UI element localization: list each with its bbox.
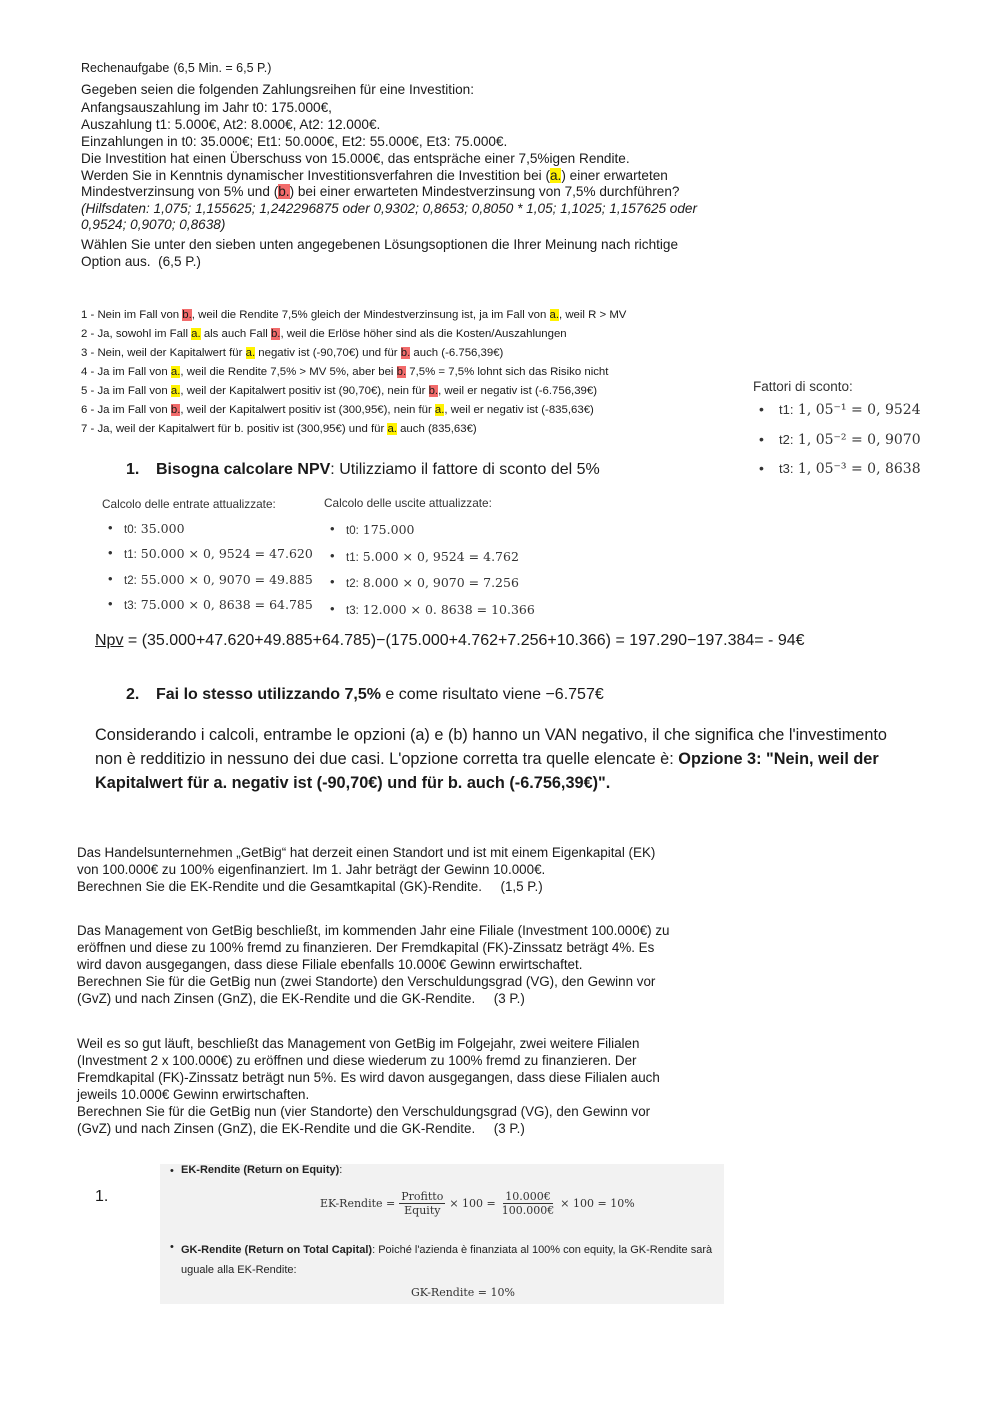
task-question: Werden Sie in Kenntnis dynamischer Investitionsverfahren die Investition bei (a.) einer erwarteten Mindestverzinsung von 5% und (b.) bei einer erwarteten Mindestverzinsung von 7,5% durchführen? bbox=[81, 167, 680, 200]
answer-option-4: 4 - Ja im Fall von a., weil die Rendite 7,5% > MV 5%, aber bei b. 7,5% = 7,5% lohnt sich das Risiko nicht bbox=[81, 366, 609, 378]
answer-option-7: 7 - Ja, weil der Kapitalwert für b. positiv ist (300,95€) und für a. auch (835,63€) bbox=[81, 423, 477, 435]
entrata-item: • t3: 75.000 × 0, 8638 = 64.785 bbox=[102, 597, 322, 622]
getbig-task-1: Das Handelsunternehmen „GetBig“ hat derzeit einen Standort und ist mit einem Eigenkapital (EK) von 100.000€ zu 100% eigenfinanziert. Im 1. Jahr beträgt der Gewinn 10.000€. Berechnen Sie die EK-Rendite und die Gesamtkapital (GK)-Rendite. (1,5 P.) bbox=[77, 845, 656, 894]
getbig-task-2: Das Management von GetBig beschließt, im kommenden Jahr eine Filiale (Investment 100.000€) zu eröffnen und diese zu 100% fremd zu finanzieren. Der Fremdkapital (FK)-Zinssatz beträgt 4%. Es wird davon ausgegangen, dass diese Filiale ebenfalls 10.000€ Gewinn erwirtschaftet. Berechnen Sie für die GetBig nun (zwei Standorte) den Verschuldungsgrad (VG), den Gewinn vor (GvZ) und nach Zinsen (GnZ), die EK-Rendite und die GK-Rendite. (3 P.) bbox=[77, 923, 670, 1006]
solution-number: 1. bbox=[95, 1188, 109, 1205]
task-line: Anfangsauszahlung im Jahr t0: 175.000€, bbox=[81, 99, 332, 115]
task-line: Gegeben seien die folgenden Zahlungsreihen für eine Investition: bbox=[81, 82, 474, 98]
gk-rendite-formula: GK-Rendite = 10% bbox=[411, 1286, 515, 1299]
fattore-item: • t1: 1, 05⁻¹ = 0, 9524 bbox=[753, 402, 953, 432]
conclusion-text: Considerando i calcoli, entrambe le opzioni (a) e (b) hanno un VAN negativo, il che significa che l'investimento non è redditizio in nessuno dei due casi. L'opzione corretta tra quelle elencate è: Opzione 3: "Nein, weil der Kapitalwert für a. negativ ist (-90,70€) und für b. auch (-6.756,39€)". bbox=[95, 726, 887, 792]
answer-option-1: 1 - Nein im Fall von b., weil die Rendite 7,5% gleich der Mindestverzinsung ist, ja im Fall von a., weil R > MV bbox=[81, 309, 627, 321]
answer-option-2: 2 - Ja, sowohl im Fall a. als auch Fall b., weil die Erlöse höher sind als die Kosten/Auszahlungen bbox=[81, 328, 567, 340]
entrate-title: Calcolo delle entrate attualizzate: bbox=[102, 497, 276, 511]
answer-option-6: 6 - Ja im Fall von b., weil der Kapitalwert positiv ist (300,95€), nein für a., weil er negativ ist (-835,63€) bbox=[81, 404, 594, 416]
ek-rendite-label: EK-Rendite (Return on Equity): bbox=[181, 1164, 343, 1176]
solution-box: • EK-Rendite (Return on Equity): EK-Rendite = $\frac{\text{Profitto}}{\text{Equity}}$ × 100 = $\frac{10.000€}{100.000€}$ × 100 = 10% • GK-Rendite (Return on Total Capital): Poiché l'azienda è finanziata al 100% con equity, la GK-Rendite sarà uguale alla EK-Rendite: GK-Rendite = 10% bbox=[160, 1164, 724, 1304]
entrata-item: • t0: 35.000 bbox=[102, 521, 322, 546]
getbig-task-3: Weil es so gut läuft, beschließt das Management von GetBig im Folgejahr, zwei weitere Filialen (Investment 2 x 100.000€) zu eröffnen und diese wiederum zu 100% fremd zu finanzieren. Der Fremdkapital (FK)-Zinssatz beträgt nun 5%. Es wird davon ausgegangen, dass diese Filialen auch jeweils 10.000€ Gewinn erwirtschaften. Berechnen Sie für die GetBig nun (vier Standorte) den Verschuldungsgrad (VG), den Gewinn vor (GvZ) und nach Zinsen (GnZ), die EK-Rendite und die GK-Rendite. (3 P.) bbox=[77, 1036, 660, 1136]
fattore-item: • t2: 1, 05⁻² = 0, 9070 bbox=[753, 432, 953, 462]
ek-rendite-formula: EK-Rendite = $\frac{\text{Profitto}}{\text{Equity}}$ × 100 = $\frac{10.000€}{100.000€}$ × 100 = 10% bbox=[320, 1190, 635, 1217]
answer-options bbox=[81, 306, 741, 439]
fattori-title: Fattori di sconto: bbox=[753, 379, 853, 394]
task-points: (6,5 Min. = 6,5 P.) bbox=[173, 61, 272, 75]
step-2-heading: 2. Fai lo stesso utilizzando 7,5% e come risultato viene −6.757€ bbox=[126, 686, 604, 703]
task-line: Auszahlung t1: 5.000€, At2: 8.000€, At2: 12.000€. bbox=[81, 116, 381, 132]
task-choose: Wählen Sie unter den sieben unten angegebenen Lösungsoptionen die Ihrer Meinung nach richtige Option aus. (6,5 P.) bbox=[81, 236, 679, 270]
npv-calculation: Npv = (35.000+47.620+49.885+64.785)−(175.000+4.762+7.256+10.366) = 197.290−197.384= - 94€ bbox=[95, 632, 805, 649]
uscita-item: • t0: 175.000 bbox=[324, 522, 584, 549]
entrata-item: • t1: 50.000 × 0, 9524 = 47.620 bbox=[102, 546, 322, 571]
entrate-list bbox=[102, 497, 322, 622]
fattore-item: • t3: 1, 05⁻³ = 0, 8638 bbox=[753, 461, 953, 491]
task-title: Rechenaufgabe (6,5 Min. = 6,5 P.) bbox=[81, 61, 272, 75]
answer-option-5: 5 - Ja im Fall von a., weil der Kapitalwert positiv ist (90,70€), nein für b., weil er negativ ist (-6.756,39€) bbox=[81, 385, 597, 397]
uscita-item: • t3: 12.000 × 0. 8638 = 10.366 bbox=[324, 602, 584, 629]
uscite-list bbox=[324, 496, 584, 628]
task-line: Einzahlungen in t0: 35.000€; Et1: 50.000€, Et2: 55.000€, Et3: 75.000€. bbox=[81, 134, 508, 150]
task-hilfsdaten: (Hilfsdaten: 1,075; 1,155625; 1,242296875 oder 0,9302; 0,8653; 0,8050 * 1,05; 1,1025; 1,157625 oder 0,9524; 0,9070; 0,8638) bbox=[81, 200, 697, 233]
uscite-title: Calcolo delle uscite attualizzate: bbox=[324, 496, 492, 510]
step-1-heading: 1. Bisogna calcolare NPV: Utilizziamo il fattore di sconto del 5% bbox=[126, 461, 600, 478]
uscita-item: • t2: 8.000 × 0, 9070 = 7.256 bbox=[324, 575, 584, 602]
task-line: Die Investition hat einen Überschuss von 15.000€, das entspräche einer 7,5%igen Rendite. bbox=[81, 151, 630, 167]
task-rechenaufgabe bbox=[81, 60, 721, 270]
fattori-di-sconto bbox=[753, 379, 953, 491]
entrata-item: • t2: 55.000 × 0, 9070 = 49.885 bbox=[102, 572, 322, 597]
answer-option-3: 3 - Nein, weil der Kapitalwert für a. negativ ist (-90,70€) und für b. auch (-6.756,39€) bbox=[81, 347, 504, 359]
uscita-item: • t1: 5.000 × 0, 9524 = 4.762 bbox=[324, 549, 584, 576]
gk-rendite-label: GK-Rendite (Return on Total Capital): Poiché l'azienda è finanziata al 100% con equity, la GK-Rendite sarà uguale alla EK-Rendite: bbox=[181, 1244, 713, 1276]
